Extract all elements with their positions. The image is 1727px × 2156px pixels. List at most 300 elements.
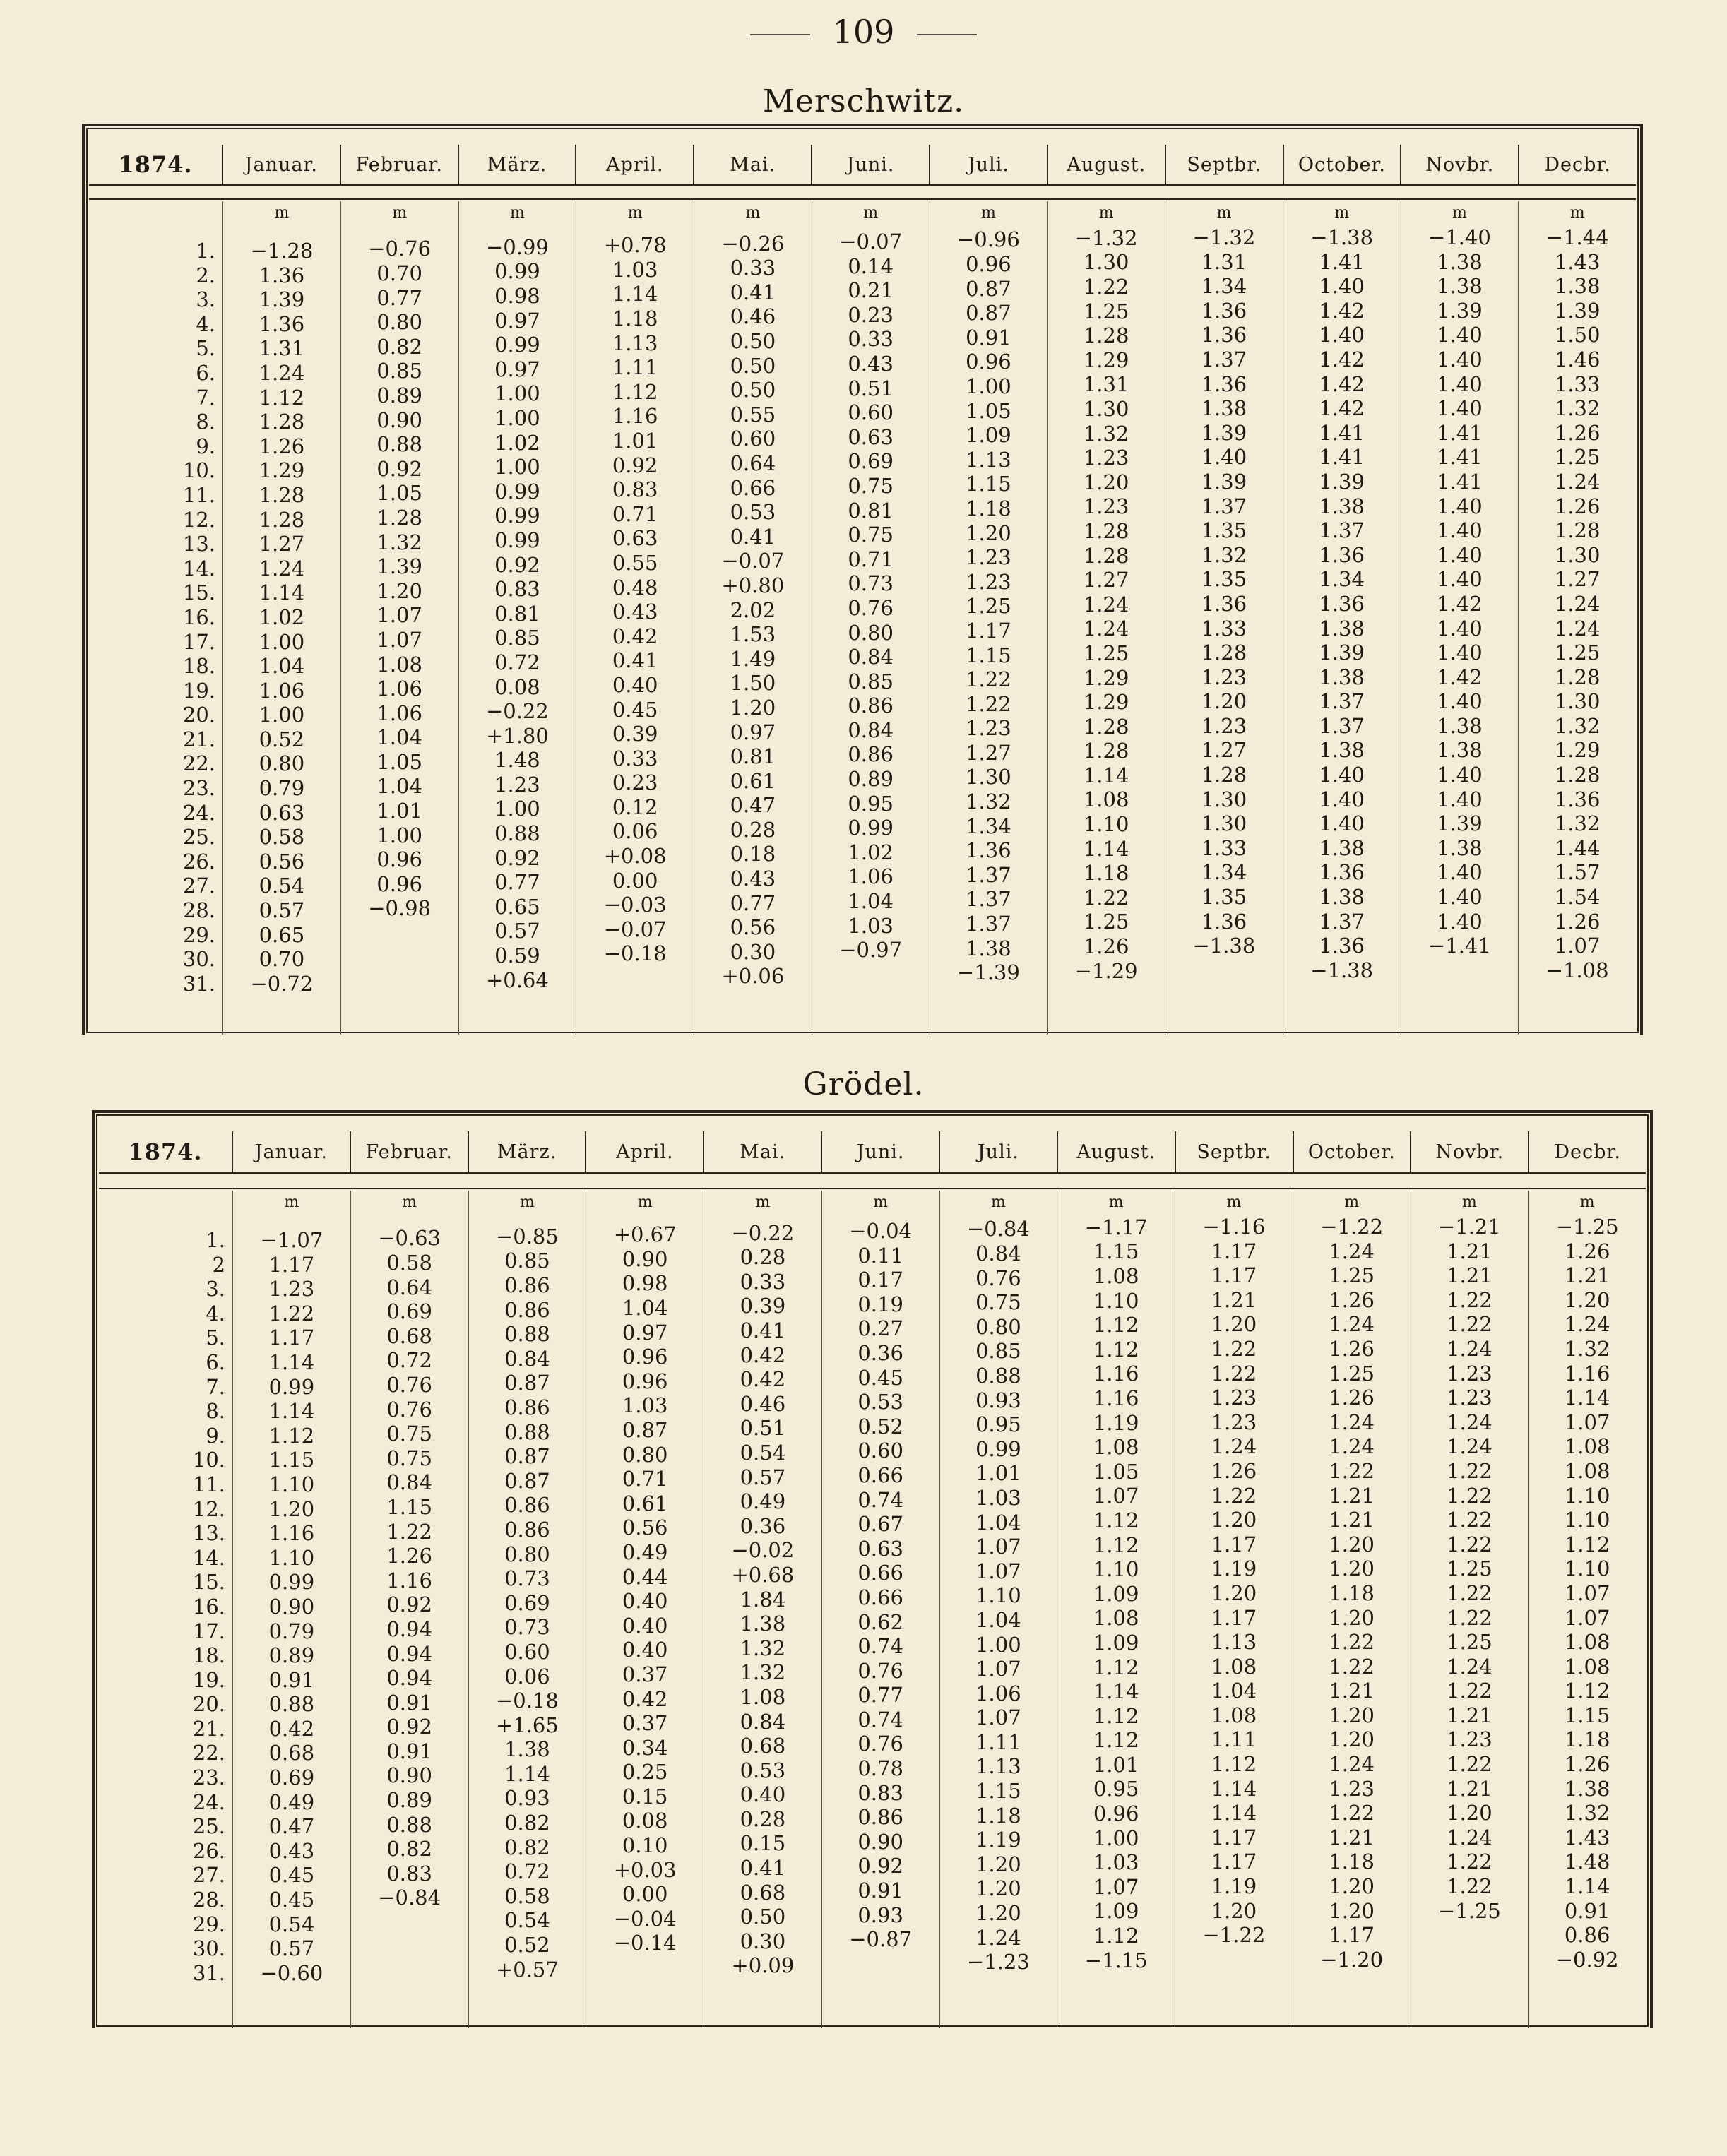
table-cell: −0.07 (603, 917, 667, 941)
table-cell: 1.25 (1447, 1556, 1492, 1581)
month-column (222, 201, 340, 1035)
table-cell: 0.90 (376, 407, 422, 432)
table-cell: 1.34 (1201, 274, 1247, 299)
table-cell: 0.74 (857, 1487, 903, 1512)
month-column (812, 201, 930, 1035)
table-cell: 1.24 (1083, 592, 1129, 617)
page-number-text: 109 (832, 13, 895, 51)
unit-label: m (402, 1193, 417, 1211)
table-cell: 0.33 (848, 327, 894, 352)
table-cell: 1.07 (975, 1657, 1021, 1681)
header-separator (99, 1188, 1646, 1189)
day-label: 18. (192, 1643, 226, 1668)
table-cell: 0.95 (975, 1412, 1021, 1437)
table-cell: 0.75 (975, 1290, 1021, 1315)
table-cell: 0.47 (268, 1814, 315, 1839)
table-cell: 1.38 (1564, 1776, 1610, 1801)
table-cell: 0.86 (848, 693, 894, 718)
table-cell: 0.58 (386, 1251, 432, 1275)
table-cell: 0.76 (975, 1265, 1021, 1290)
table-cell: 0.57 (259, 898, 305, 923)
table-cell: 1.40 (1437, 689, 1483, 714)
table-cell: 0.88 (504, 1419, 550, 1444)
table-cell: 1.32 (966, 790, 1011, 814)
table-cell: 0.99 (494, 504, 540, 528)
unit-label: m (1569, 204, 1585, 222)
table-cell: 1.08 (1564, 1630, 1610, 1655)
table-cell: 0.46 (730, 304, 776, 329)
table-cell: 0.91 (386, 1739, 432, 1763)
table-cell: 0.41 (740, 1318, 786, 1342)
table-cell: −0.92 (1555, 1947, 1619, 1972)
table-cell: 1.27 (1554, 567, 1601, 592)
table-cell: 0.33 (730, 256, 776, 280)
table-cell: 1.38 (1319, 835, 1365, 860)
month-column (939, 1191, 1057, 2028)
table-cell: 1.21 (1447, 1263, 1492, 1288)
month-column (1411, 1191, 1529, 2028)
table-cell: 0.85 (848, 669, 894, 693)
table-cell: 1.40 (1437, 371, 1483, 396)
month-column (1175, 1191, 1293, 2028)
table-cell: 1.14 (1093, 1679, 1139, 1704)
table-cell: 1.08 (1564, 1654, 1610, 1679)
month-header: Mai. (703, 1131, 821, 1172)
table-cell: 0.63 (857, 1536, 903, 1561)
header-row (89, 145, 1636, 186)
day-label: 16. (192, 1594, 226, 1619)
table-cell: 0.96 (966, 350, 1011, 374)
table-cell: 0.56 (622, 1515, 668, 1540)
table-cell: 0.88 (268, 1692, 315, 1717)
table-merschwitz (82, 124, 1643, 1035)
table-cell: 0.48 (612, 575, 658, 600)
table-cell: 1.21 (1211, 1287, 1257, 1312)
table-cell: 0.92 (494, 552, 540, 577)
day-label: 19. (192, 1667, 226, 1692)
table-cell: 1.10 (268, 1472, 315, 1496)
table-cell: 0.23 (848, 302, 894, 327)
table-cell: −1.39 (956, 960, 1020, 985)
table-cell: 1.04 (975, 1607, 1021, 1632)
table-cell: 1.20 (1083, 470, 1129, 494)
table-cell: 1.20 (1329, 1556, 1375, 1581)
table-cell: 1.42 (1437, 665, 1483, 689)
table-cell: 0.86 (504, 1297, 550, 1322)
table-cell: 1.31 (1201, 249, 1247, 274)
table-cell: 1.27 (1201, 738, 1247, 763)
table-cell: 0.59 (494, 943, 540, 968)
table-cell: 1.06 (376, 677, 422, 701)
table-cell: 0.81 (848, 498, 894, 523)
table-cell: 0.97 (494, 357, 540, 381)
table-cell: 0.83 (857, 1780, 903, 1805)
month-header: April. (585, 1131, 703, 1172)
table-cell: 1.08 (1083, 787, 1129, 812)
table-cell: 0.91 (268, 1667, 315, 1692)
table-cell: 1.01 (612, 428, 658, 453)
table-cell: 1.20 (1329, 1532, 1375, 1556)
table-cell: 1.36 (259, 311, 305, 336)
table-cell: +0.03 (613, 1857, 677, 1882)
table-cell: 1.38 (740, 1612, 786, 1636)
table-cell: −0.99 (485, 234, 549, 259)
table-cell: 1.00 (494, 405, 540, 430)
table-cell: 1.08 (1093, 1606, 1139, 1631)
table-cell: 0.92 (386, 1715, 432, 1739)
table-cell: 1.30 (1083, 396, 1129, 421)
month-header: August. (1047, 145, 1165, 184)
table-cell: 0.96 (622, 1369, 668, 1393)
table-cell: 0.53 (740, 1758, 786, 1782)
table-cell: 1.38 (504, 1737, 550, 1762)
month-header: October. (1293, 1131, 1411, 1172)
table-cell: 1.38 (1437, 249, 1483, 274)
table-cell: 0.69 (848, 449, 894, 474)
table-cell: 0.91 (1564, 1898, 1610, 1923)
table-cell: 1.18 (1083, 861, 1129, 886)
table-cell: 1.06 (259, 678, 305, 703)
table-cell: 1.13 (975, 1754, 1021, 1779)
table-cell: 1.17 (1211, 1239, 1257, 1263)
table-cell: 1.36 (259, 263, 305, 287)
table-cell: 1.04 (848, 889, 894, 914)
table-cell: 0.95 (848, 791, 894, 816)
table-cell: 0.42 (622, 1686, 668, 1711)
table-cell: 0.55 (730, 402, 776, 427)
day-label: 1. (206, 1228, 226, 1253)
table-cell: 0.99 (494, 479, 540, 504)
month-column (350, 1191, 468, 2028)
table-cell: 0.11 (857, 1243, 903, 1268)
table-cell: 1.34 (1319, 567, 1365, 592)
table-cell: 1.29 (1083, 690, 1129, 715)
table-cell: 1.00 (259, 629, 305, 654)
table-cell: 1.03 (1093, 1850, 1139, 1875)
table-cell: 1.21 (1447, 1703, 1492, 1727)
table-cell: 1.22 (966, 691, 1011, 716)
table-cell: +0.67 (613, 1222, 677, 1247)
day-label: 11. (192, 1472, 226, 1496)
table-cell: 0.70 (259, 947, 305, 972)
unit-label: m (873, 1193, 889, 1211)
table-cell: 1.21 (1447, 1239, 1492, 1263)
table-cell: 0.65 (259, 922, 305, 947)
table-cell: 1.36 (1201, 298, 1247, 323)
table-cell: 0.84 (848, 645, 894, 669)
table-cell: 0.89 (386, 1788, 432, 1813)
table-cell: 1.35 (1201, 885, 1247, 910)
table-cell: 1.10 (975, 1583, 1021, 1608)
table-cell: −1.25 (1437, 1898, 1501, 1923)
table-cell: 1.21 (1329, 1679, 1375, 1703)
month-column (232, 1191, 350, 2028)
table-cell: 1.20 (268, 1496, 315, 1521)
table-cell: 0.81 (494, 601, 540, 626)
table-cell: 0.84 (975, 1241, 1021, 1266)
table-cell: 0.49 (268, 1789, 315, 1814)
table-cell: 1.12 (1093, 1313, 1139, 1338)
table-cell: −1.07 (260, 1228, 324, 1253)
table-cell: 1.40 (1437, 567, 1483, 592)
table-cell: 1.24 (1554, 591, 1601, 616)
table-cell: 1.14 (1211, 1776, 1257, 1801)
table-cell: 0.15 (622, 1784, 668, 1809)
day-column (99, 1191, 232, 2028)
table-cell: 0.75 (848, 523, 894, 547)
table-cell: 1.26 (1329, 1336, 1375, 1361)
table-cell: 1.12 (1211, 1752, 1257, 1777)
table-cell: 1.41 (1437, 445, 1483, 470)
table-cell: 0.72 (504, 1859, 550, 1884)
table-cell: −1.29 (1074, 958, 1138, 983)
table-cell: 1.00 (494, 381, 540, 406)
table-cell: 1.23 (1447, 1727, 1492, 1752)
table-cell: 0.54 (259, 874, 305, 898)
table-cell: 1.39 (1201, 420, 1247, 445)
table-cell: 1.38 (1319, 494, 1365, 518)
table-cell: 1.26 (1554, 909, 1601, 934)
table-cell: −1.22 (1320, 1215, 1384, 1239)
table-cell: 1.25 (966, 594, 1011, 619)
table-cell: 1.32 (740, 1660, 786, 1685)
table-cell: 0.25 (622, 1760, 668, 1785)
table-cell: 0.34 (622, 1735, 668, 1760)
table-cell: 0.80 (259, 751, 305, 776)
table-cell: 0.99 (848, 816, 894, 840)
unit-label: m (392, 204, 408, 222)
table-cell: 0.93 (975, 1388, 1021, 1412)
table-cell: 1.36 (1319, 860, 1365, 885)
table-cell: 1.23 (1447, 1386, 1492, 1410)
table-cell: 1.05 (966, 398, 1011, 423)
table-cell: −1.08 (1545, 958, 1609, 982)
unit-label: m (627, 204, 643, 222)
table-cell: 0.52 (857, 1414, 903, 1439)
table-cell: 1.40 (1437, 494, 1483, 518)
table-cell: 0.37 (622, 1662, 668, 1686)
month-column (468, 1191, 586, 2028)
table-cell: −0.96 (956, 227, 1020, 252)
table-cell: 0.95 (1093, 1777, 1139, 1801)
table-cell: 1.28 (1083, 714, 1129, 739)
table-cell: 1.38 (1437, 738, 1483, 763)
table-cell: 0.14 (848, 254, 894, 278)
table-cell: −1.22 (1202, 1923, 1266, 1948)
table-cell: 1.20 (1211, 1580, 1257, 1605)
day-label: 23. (192, 1765, 226, 1790)
month-header: Juni. (821, 1131, 939, 1172)
table-cell: 0.64 (386, 1275, 432, 1299)
table-cell: +0.64 (485, 967, 549, 992)
table-cell: 1.24 (1329, 1239, 1375, 1263)
table-cell: 0.55 (612, 550, 658, 575)
table-cell: 1.26 (1329, 1287, 1375, 1312)
table-cell: −0.18 (603, 941, 667, 966)
table-cell: 1.32 (1564, 1336, 1610, 1361)
table-cell: 0.72 (386, 1348, 432, 1373)
table-cell: 1.08 (740, 1684, 786, 1709)
unit-label: m (1579, 1193, 1595, 1211)
month-column (458, 201, 576, 1035)
table-cell: −0.63 (378, 1226, 441, 1251)
table-cell: 0.96 (622, 1345, 668, 1369)
table-cell: −0.87 (849, 1927, 913, 1952)
table-cell: 0.46 (740, 1391, 786, 1416)
table-cell: 1.26 (1554, 420, 1601, 445)
table-cell: 0.67 (857, 1512, 903, 1537)
table-cell: 0.40 (740, 1782, 786, 1807)
table-cell: 0.30 (730, 939, 776, 964)
month-header: April. (575, 145, 693, 184)
table-cell: 1.19 (1211, 1874, 1257, 1899)
table-cell: 0.96 (376, 847, 422, 872)
unit-label: m (755, 1193, 771, 1211)
table-cell: 1.17 (1211, 1850, 1257, 1874)
table-cell: 1.28 (1083, 518, 1129, 543)
month-header: Mai. (693, 145, 811, 184)
table-cell: 0.89 (376, 383, 422, 407)
day-label: 20. (192, 1692, 226, 1717)
table-cell: 1.10 (1093, 1557, 1139, 1582)
table-cell: 1.12 (268, 1423, 315, 1448)
table-cell: 1.37 (1319, 713, 1365, 738)
table-cell: 1.24 (1447, 1825, 1492, 1850)
table-cell: 1.00 (376, 823, 422, 847)
table-cell: 0.88 (504, 1322, 550, 1347)
table-cell: 1.48 (1564, 1850, 1610, 1874)
table-cell: −1.38 (1192, 934, 1256, 958)
table-cell: 1.12 (1564, 1532, 1610, 1556)
table-cell: 1.22 (1447, 1679, 1492, 1703)
table-cell: 0.83 (386, 1861, 432, 1886)
table-cell: 1.22 (1447, 1532, 1492, 1556)
table-cell: 1.24 (1564, 1312, 1610, 1337)
table-cell: 1.00 (966, 374, 1011, 398)
table-cell: 1.00 (259, 703, 305, 727)
table-cell: −0.03 (603, 893, 667, 917)
day-label: 9. (196, 434, 216, 458)
table-cell: 1.29 (1554, 738, 1601, 763)
table-cell: 1.43 (1564, 1825, 1610, 1850)
table-cell: 0.64 (730, 451, 776, 475)
table-cell: 1.40 (1201, 445, 1247, 470)
table-cell: +0.08 (603, 844, 667, 869)
table-cell: 1.24 (1329, 1410, 1375, 1434)
table-cell: 0.85 (975, 1339, 1021, 1364)
table-cell: 1.37 (966, 887, 1011, 912)
day-label: 26. (182, 849, 216, 874)
table-cell: 1.20 (1329, 1703, 1375, 1727)
table-cell: 1.37 (1319, 909, 1365, 934)
table-cell: 1.32 (1554, 811, 1601, 836)
table-cell: 0.42 (740, 1367, 786, 1392)
table-cell: 1.06 (975, 1681, 1021, 1705)
table-cell: 1.28 (259, 482, 305, 507)
table-cell: 0.91 (857, 1878, 903, 1903)
table-cell: 0.40 (622, 1589, 668, 1614)
table-cell: 1.40 (1437, 347, 1483, 371)
table-cell: −1.28 (250, 239, 314, 263)
table-cell: 1.38 (1319, 665, 1365, 689)
table-cell: 0.82 (386, 1837, 432, 1862)
table-cell: 1.28 (259, 410, 305, 434)
table-cell: 1.04 (975, 1510, 1021, 1535)
table-cell: 0.68 (386, 1323, 432, 1348)
table-cell: 0.89 (848, 767, 894, 792)
table-cell: 1.22 (1329, 1654, 1375, 1679)
table-cell: 1.22 (1329, 1801, 1375, 1826)
table-cell: 0.78 (857, 1756, 903, 1781)
table-cell: 1.28 (1083, 543, 1129, 568)
table-cell: 0.76 (857, 1732, 903, 1756)
day-label: 22. (182, 751, 216, 776)
table-cell: 0.30 (740, 1929, 786, 1953)
table-cell: 1.06 (848, 864, 894, 889)
table-cell: −0.22 (485, 699, 549, 724)
month-header: Januar. (222, 145, 340, 184)
unit-label: m (745, 204, 761, 222)
table-cell: 0.71 (848, 547, 894, 571)
table-cell: 1.24 (1329, 1752, 1375, 1777)
table-cell: 2.02 (730, 597, 776, 622)
table-cell: 1.26 (1554, 494, 1601, 518)
table-cell: −0.07 (839, 230, 903, 254)
table-groedel (92, 1110, 1653, 2028)
table-cell: 1.07 (1564, 1605, 1610, 1630)
table-cell: 1.12 (1564, 1679, 1610, 1703)
table-cell: 1.22 (1211, 1336, 1257, 1361)
table-cell: 0.58 (504, 1883, 550, 1908)
table-cell: 1.27 (966, 740, 1011, 765)
table-cell: 1.41 (1319, 420, 1365, 445)
table-cell: 0.99 (268, 1570, 315, 1595)
table-cell: 0.99 (494, 259, 540, 284)
table-cell: 0.54 (268, 1912, 315, 1936)
table-cell: 1.17 (1211, 1605, 1257, 1630)
page-number (0, 13, 1727, 51)
year-header: 1874. (128, 1138, 203, 1165)
table-cell: 1.18 (975, 1803, 1021, 1828)
table-cell: 1.20 (1329, 1874, 1375, 1899)
table-cell: 0.60 (730, 427, 776, 451)
table-cell: 0.76 (386, 1397, 432, 1422)
table-cell: 1.24 (259, 556, 305, 580)
page-number-dash-right (917, 34, 977, 35)
table-cell: 1.22 (1083, 275, 1129, 299)
table-cell: 1.40 (1319, 811, 1365, 836)
table-cell: 1.15 (966, 643, 1011, 667)
table-cell: 1.22 (1211, 1361, 1257, 1386)
table-cell: 1.36 (1201, 591, 1247, 616)
table-cell: 0.42 (268, 1716, 315, 1741)
table-cell: 0.50 (740, 1905, 786, 1929)
table-cell: 1.26 (259, 434, 305, 458)
table-cell: +0.78 (603, 233, 667, 258)
table-cell: 0.82 (504, 1835, 550, 1859)
table-cell: 0.63 (612, 526, 658, 551)
table-cell: 1.42 (1319, 347, 1365, 371)
table-cell: 1.13 (612, 330, 658, 355)
month-column (1057, 1191, 1175, 2028)
table-cell: 0.86 (504, 1517, 550, 1542)
table-cell: 0.86 (504, 1493, 550, 1518)
table-cell: 1.20 (1564, 1287, 1610, 1312)
table-cell: 0.41 (740, 1856, 786, 1881)
table-cell: 0.63 (259, 800, 305, 825)
table-cell: 0.50 (730, 378, 776, 403)
table-cell: 1.38 (1201, 396, 1247, 421)
